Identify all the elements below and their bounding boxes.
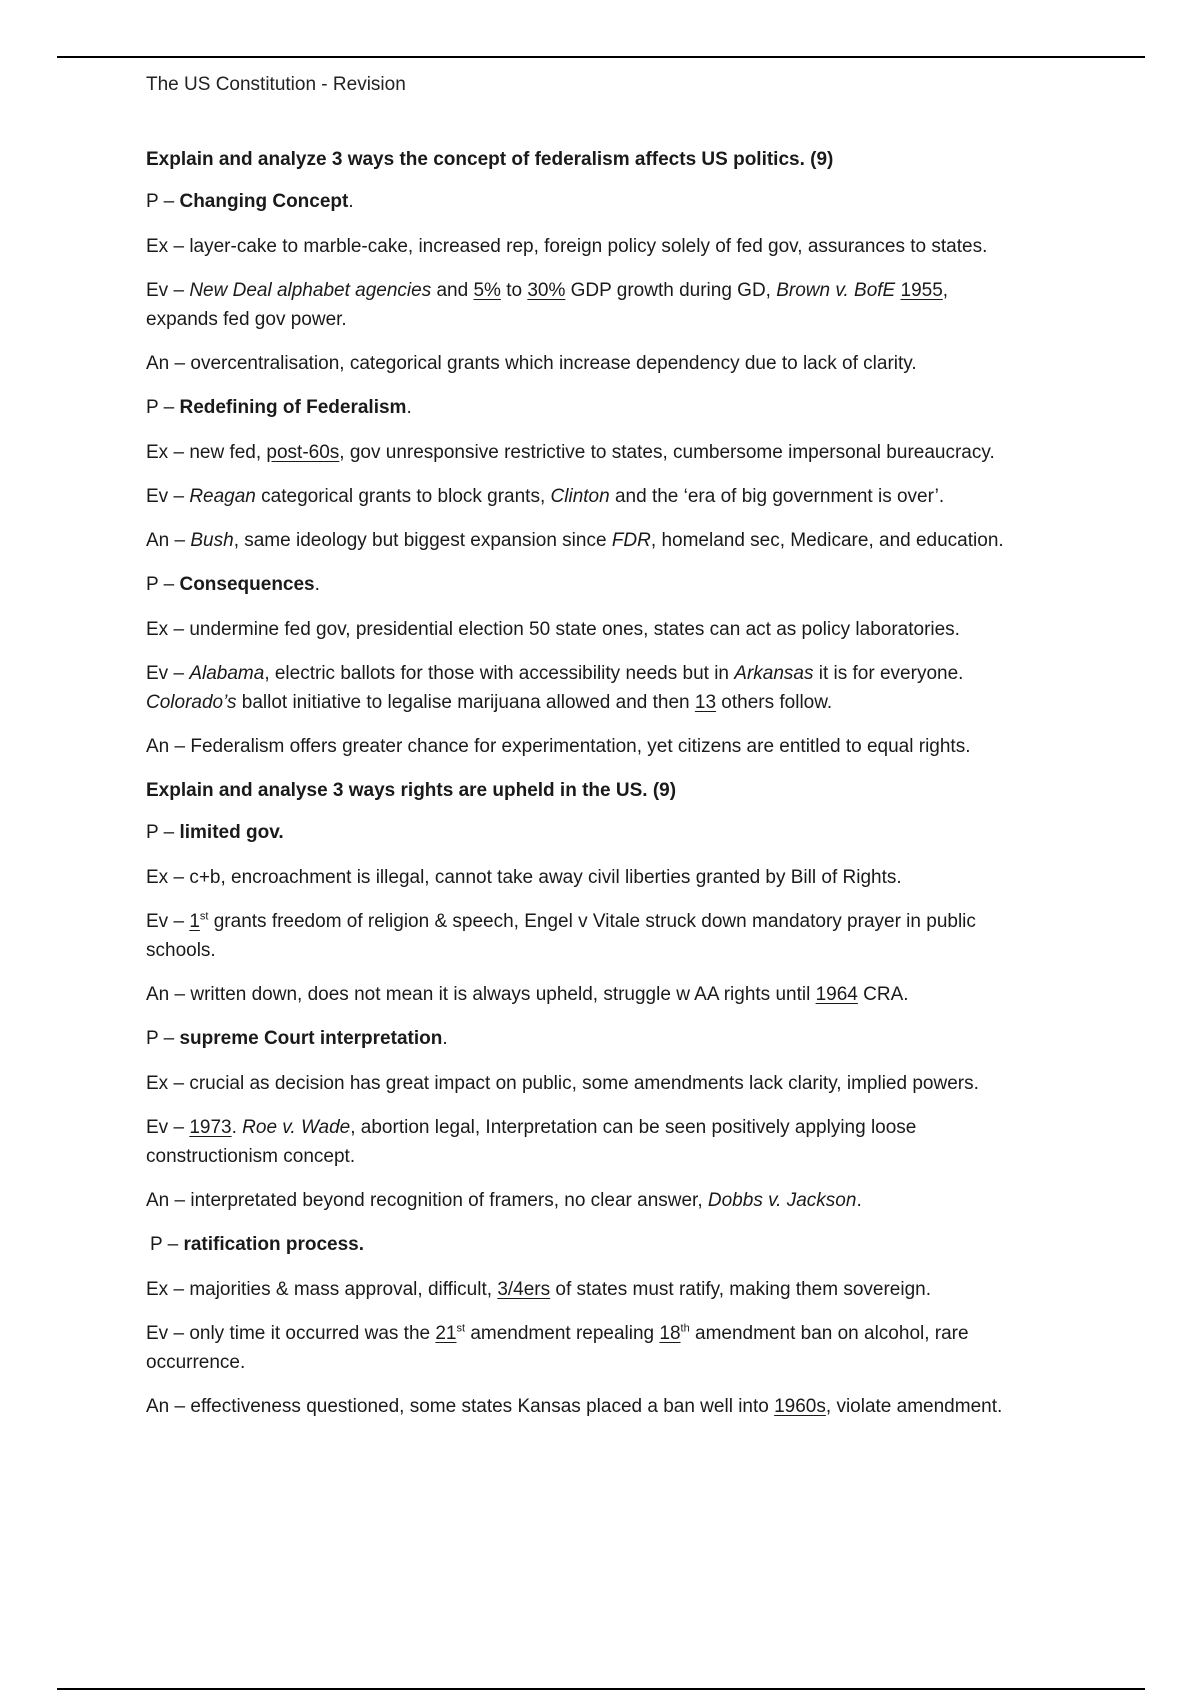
question-1-title: Explain and analyze 3 ways the concept of federalism affects US politics. (9): [146, 149, 834, 170]
point-heading: ratification process.: [183, 1234, 365, 1255]
q1-p1-analysis: An – overcentralisation, categorical grants which increase dependency due to lack of clarity.: [146, 353, 917, 374]
page-header: The US Constitution - Revision: [146, 74, 406, 95]
point-heading: Changing Concept: [179, 191, 349, 212]
point-heading: Redefining of Federalism: [179, 397, 407, 418]
point-heading: limited gov.: [179, 822, 284, 843]
q2-p3-explanation: Ex – majorities & mass approval, difficult, 3/4ers of states must ratify, making them sovereign.: [146, 1279, 931, 1300]
q1-p3-explanation: Ex – undermine fed gov, presidential election 50 state ones, states can act as policy laboratories.: [146, 619, 960, 640]
bottom-rule: [57, 1688, 1145, 1690]
q2-p2-explanation: Ex – crucial as decision has great impact on public, some amendments lack clarity, implied powers.: [146, 1073, 979, 1094]
q1-point-3: P – Consequences.: [146, 574, 320, 595]
q1-p2-evidence: Ev – Reagan categorical grants to block grants, Clinton and the ‘era of big government is over’.: [146, 486, 945, 507]
point-heading: supreme Court interpretation: [179, 1028, 443, 1049]
point-heading: Consequences: [179, 574, 315, 595]
q2-p1-evidence: Ev – 1st grants freedom of religion & speech, Engel v Vitale struck down mandatory prayer in public schools.: [146, 910, 976, 961]
q1-p2-analysis: An – Bush, same ideology but biggest expansion since FDR, homeland sec, Medicare, and education.: [146, 530, 1004, 551]
document-body: [146, 145, 1086, 1436]
q2-p3-evidence: Ev – only time it occurred was the 21st amendment repealing 18th amendment ban on alcohol, rare occurrence.: [146, 1322, 969, 1373]
q1-p3-analysis: An – Federalism offers greater chance for experimentation, yet citizens are entitled to equal rights.: [146, 736, 971, 757]
q1-point-2: P – Redefining of Federalism.: [146, 397, 412, 418]
q2-point-3: P – ratification process.: [150, 1234, 365, 1255]
q2-p3-analysis: An – effectiveness questioned, some states Kansas placed a ban well into 1960s, violate amendment.: [146, 1396, 1003, 1417]
q1-p1-evidence: Ev – New Deal alphabet agencies and 5% to 30% GDP growth during GD, Brown v. BofE 1955, expands fed gov power.: [146, 280, 949, 330]
q1-p1-explanation: Ex – layer-cake to marble-cake, increased rep, foreign policy solely of fed gov, assurances to states.: [146, 236, 988, 257]
q1-point-1: P – Changing Concept.: [146, 191, 354, 212]
question-2-title: Explain and analyse 3 ways rights are upheld in the US. (9): [146, 780, 677, 801]
q1-p3-evidence: Ev – Alabama, electric ballots for those with accessibility needs but in Arkansas it is for everyone. Colorado’s ballot initiative to legalise marijuana allowed and then 13 others follow.: [146, 663, 964, 713]
q2-point-1: P – limited gov.: [146, 822, 284, 843]
q2-point-2: P – supreme Court interpretation.: [146, 1028, 448, 1049]
q2-p1-explanation: Ex – c+b, encroachment is illegal, cannot take away civil liberties granted by Bill of Rights.: [146, 867, 902, 888]
q1-p2-explanation: Ex – new fed, post-60s, gov unresponsive restrictive to states, cumbersome impersonal bureaucracy.: [146, 442, 995, 463]
q2-p2-analysis: An – interpretated beyond recognition of framers, no clear answer, Dobbs v. Jackson.: [146, 1190, 862, 1211]
top-rule: [57, 56, 1145, 58]
q2-p1-analysis: An – written down, does not mean it is always upheld, struggle w AA rights until 1964 CRA.: [146, 984, 909, 1005]
q2-p2-evidence: Ev – 1973. Roe v. Wade, abortion legal, Interpretation can be seen positively applying loose constructionism concept.: [146, 1117, 917, 1167]
